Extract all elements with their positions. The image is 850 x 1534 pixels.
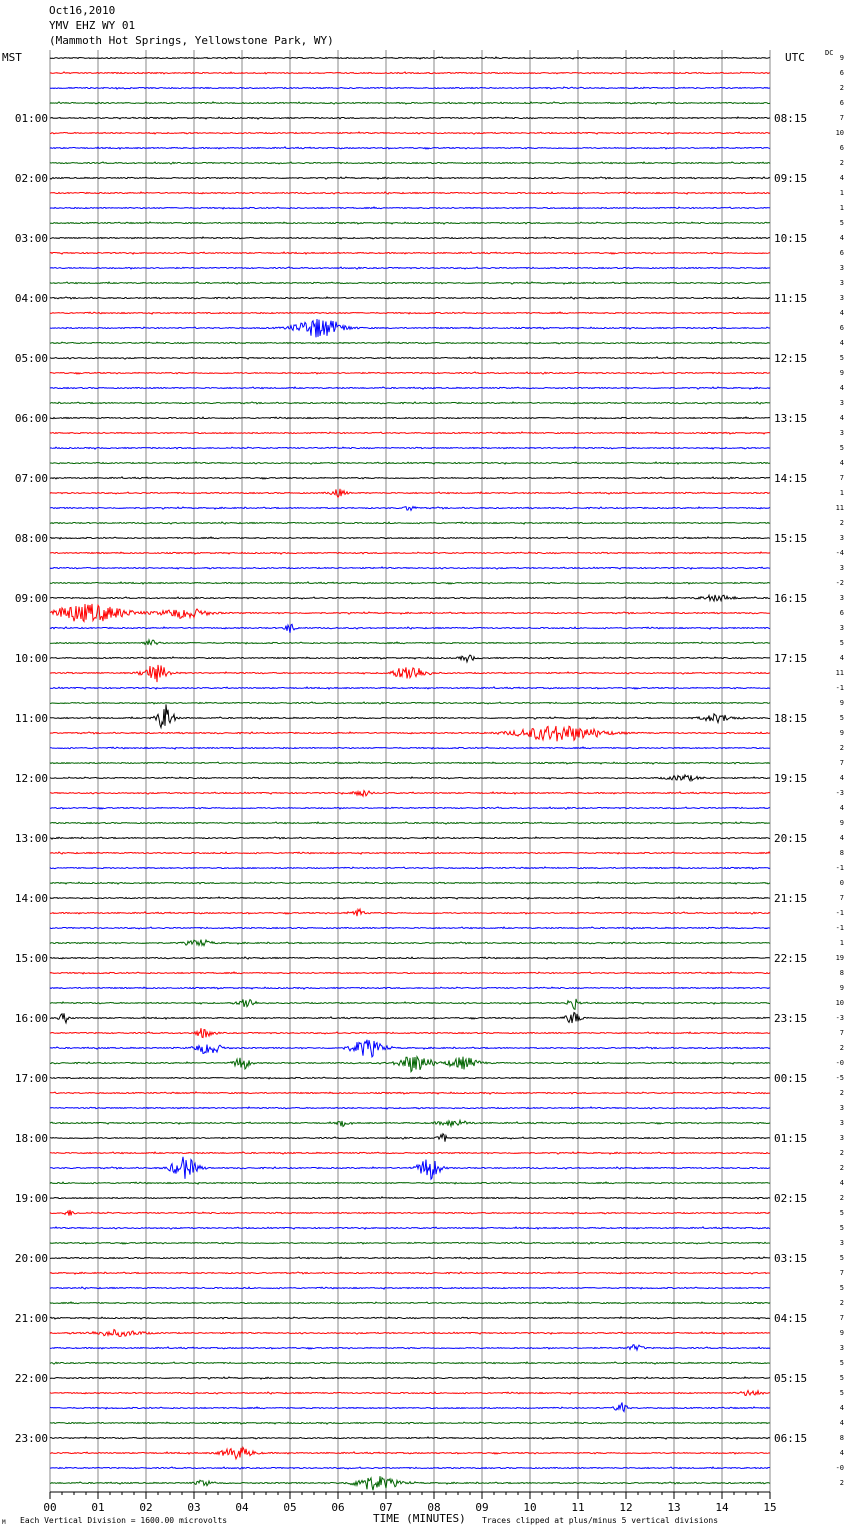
trace-line: [50, 909, 770, 916]
dc-offset-label: 19: [835, 954, 844, 962]
trace-line: [50, 1448, 770, 1459]
right-hour-label: 23:15: [774, 1012, 808, 1025]
trace-line: [50, 447, 770, 449]
dc-offset-label: 7: [839, 114, 844, 122]
dc-offset-label: 5: [839, 639, 844, 647]
dc-offset-label: 4: [839, 834, 844, 842]
trace-line: [50, 147, 770, 149]
dc-offset-label: 8: [839, 849, 844, 857]
left-hour-label: 03:00: [14, 232, 48, 245]
dc-offset-label: 4: [839, 309, 844, 317]
dc-offset-label: -3: [835, 789, 844, 797]
trace-line: [50, 665, 770, 682]
dc-offset-label: 10: [835, 999, 844, 1007]
dc-offset-label: 4: [839, 459, 844, 467]
dc-offset-label: 2: [839, 744, 844, 752]
dc-offset-label: 2: [839, 84, 844, 92]
trace-line: [50, 432, 770, 434]
seismic-traces: [50, 57, 770, 1490]
trace-line: [50, 1362, 770, 1364]
dc-offset-label: 3: [839, 399, 844, 407]
right-axis-label: UTC: [785, 51, 805, 64]
trace-line: [50, 387, 770, 389]
trace-line: [50, 177, 770, 179]
trace-line: [50, 972, 770, 974]
trace-line: [50, 882, 770, 884]
trace-line: [50, 567, 770, 569]
right-hour-label: 09:15: [774, 172, 808, 185]
dc-offset-label: 3: [839, 1104, 844, 1112]
left-hour-label: 20:00: [14, 1252, 48, 1265]
trace-line: [50, 807, 770, 809]
left-hour-label: 09:00: [14, 592, 48, 605]
dc-offset-label: 2: [839, 1479, 844, 1487]
left-hour-label: 06:00: [14, 412, 48, 425]
right-hour-label: 19:15: [774, 772, 808, 785]
trace-line: [50, 319, 770, 337]
dc-offset-label: 3: [839, 279, 844, 287]
trace-line: [50, 762, 770, 764]
dc-offset-label: 10: [835, 129, 844, 137]
dc-offset-label: 4: [839, 1419, 844, 1427]
trace-line: [50, 640, 770, 645]
dc-offset-label: -3: [835, 1014, 844, 1022]
trace-line: [50, 1157, 770, 1179]
trace-line: [50, 222, 770, 224]
header-location: (Mammoth Hot Springs, Yellowstone Park, WY): [49, 34, 334, 47]
dc-offset-label: -1: [835, 924, 844, 932]
trace-line: [50, 1092, 770, 1094]
trace-line: [50, 957, 770, 959]
dc-offset-label: -2: [835, 579, 844, 587]
x-tick-label: 05: [283, 1501, 297, 1514]
scale-note: Each Vertical Division = 1600.00 microvolts: [20, 1516, 228, 1525]
trace-line: [50, 342, 770, 344]
trace-line: [50, 775, 770, 781]
dc-offset-label: 9: [839, 984, 844, 992]
trace-line: [50, 1287, 770, 1289]
trace-line: [50, 1134, 770, 1142]
left-hour-label: 22:00: [14, 1372, 48, 1385]
dc-offset-label: 4: [839, 1404, 844, 1412]
x-tick-label: 08: [427, 1501, 441, 1514]
trace-line: [50, 1437, 770, 1439]
left-hour-label: 12:00: [14, 772, 48, 785]
corner-mark: M: [2, 1519, 6, 1526]
dc-offset-label: 6: [839, 69, 844, 77]
trace-line: [50, 987, 770, 989]
right-hour-label: 10:15: [774, 232, 808, 245]
dc-offset-label: -1: [835, 684, 844, 692]
dc-offset-label: 5: [839, 219, 844, 227]
dc-offset-label: 4: [839, 1179, 844, 1187]
dc-offset-label: 1: [839, 939, 844, 947]
x-tick-label: 02: [139, 1501, 153, 1514]
right-hour-label: 22:15: [774, 952, 808, 965]
trace-line: [50, 1197, 770, 1199]
left-hour-label: 07:00: [14, 472, 48, 485]
trace-line: [50, 1391, 770, 1396]
trace-line: [50, 267, 770, 269]
trace-line: [50, 237, 770, 239]
dc-offset-label: -0: [835, 1059, 844, 1067]
dc-offset-label: 9: [839, 54, 844, 62]
trace-line: [50, 507, 770, 511]
dc-offset-label: 4: [839, 384, 844, 392]
x-tick-label: 15: [763, 1501, 777, 1514]
dc-offset-label: 5: [839, 1359, 844, 1367]
x-axis: [43, 1492, 776, 1514]
trace-line: [50, 1013, 770, 1023]
trace-line: [50, 726, 770, 741]
x-tick-label: 06: [331, 1501, 345, 1514]
dc-offset-label: 0: [839, 879, 844, 887]
dc-offset-label: 7: [839, 1029, 844, 1037]
dc-offset-label: 6: [839, 249, 844, 257]
trace-line: [50, 897, 770, 899]
right-hour-label: 16:15: [774, 592, 808, 605]
right-hour-label: 06:15: [774, 1432, 808, 1445]
left-hour-label: 10:00: [14, 652, 48, 665]
trace-line: [50, 1467, 770, 1469]
left-hour-label: 11:00: [14, 712, 48, 725]
trace-line: [50, 117, 770, 119]
right-hour-label: 05:15: [774, 1372, 808, 1385]
dc-offset-label: 7: [839, 474, 844, 482]
dc-offset-label: -1: [835, 864, 844, 872]
right-hour-label: 03:15: [774, 1252, 808, 1265]
trace-line: [50, 1210, 770, 1216]
dc-offset-label: 3: [839, 624, 844, 632]
dc-offset-label: 11: [835, 504, 844, 512]
left-hour-label: 13:00: [14, 832, 48, 845]
trace-line: [50, 837, 770, 839]
trace-line: [50, 477, 770, 479]
dc-offset-label: 11: [835, 669, 844, 677]
trace-line: [50, 297, 770, 299]
left-axis-label: MST: [2, 51, 22, 64]
right-hour-label: 15:15: [774, 532, 808, 545]
dc-offset-label: 6: [839, 99, 844, 107]
trace-line: [50, 852, 770, 854]
trace-line: [50, 1257, 770, 1259]
trace-line: [50, 702, 770, 704]
trace-line: [50, 372, 770, 374]
right-hour-label: 00:15: [774, 1072, 808, 1085]
trace-line: [50, 132, 770, 134]
trace-line: [50, 537, 770, 539]
trace-line: [50, 402, 770, 404]
left-hour-label: 18:00: [14, 1132, 48, 1145]
left-hour-label: 15:00: [14, 952, 48, 965]
dc-offset-label: 3: [839, 594, 844, 602]
left-hour-label: 21:00: [14, 1312, 48, 1325]
minute-gridlines: [50, 50, 770, 1495]
trace-line: [50, 1422, 770, 1424]
dc-offset-label: 7: [839, 1314, 844, 1322]
dc-offset-label: 2: [839, 159, 844, 167]
trace-line: [50, 927, 770, 929]
left-hour-label: 17:00: [14, 1072, 48, 1085]
right-hour-label: 18:15: [774, 712, 808, 725]
trace-line: [50, 1120, 770, 1126]
dc-offset-label: 3: [839, 534, 844, 542]
left-hour-label: 01:00: [14, 112, 48, 125]
trace-line: [50, 1330, 770, 1337]
dc-offset-label: 9: [839, 369, 844, 377]
trace-line: [50, 552, 770, 554]
x-tick-label: 10: [523, 1501, 537, 1514]
trace-line: [50, 1272, 770, 1274]
trace-line: [50, 1182, 770, 1184]
dc-offset-label: -0: [835, 1464, 844, 1472]
dc-offset-label: -5: [835, 1074, 844, 1082]
dc-offset-label: 1: [839, 189, 844, 197]
left-hour-label: 16:00: [14, 1012, 48, 1025]
dc-offset-label: 2: [839, 1194, 844, 1202]
dc-offset-label: 6: [839, 324, 844, 332]
right-hour-label: 08:15: [774, 112, 808, 125]
dc-offset-label: 4: [839, 804, 844, 812]
x-tick-label: 14: [715, 1501, 729, 1514]
right-hour-label: 20:15: [774, 832, 808, 845]
trace-line: [50, 582, 770, 584]
x-tick-label: 13: [667, 1501, 681, 1514]
dc-offset-label: 3: [839, 294, 844, 302]
dc-offset-label: 9: [839, 1329, 844, 1337]
header-date: Oct16,2010: [49, 4, 116, 17]
trace-line: [50, 282, 770, 284]
left-hour-label: 23:00: [14, 1432, 48, 1445]
dc-offset-label: 2: [839, 1149, 844, 1157]
dc-offset-label: 8: [839, 969, 844, 977]
trace-line: [50, 624, 770, 633]
trace-line: [50, 462, 770, 464]
trace-line: [50, 252, 770, 254]
dc-offset-label: 6: [839, 144, 844, 152]
trace-line: [50, 822, 770, 824]
left-hour-label: 04:00: [14, 292, 48, 305]
trace-line: [50, 162, 770, 164]
dc-offset-label: 5: [839, 354, 844, 362]
dc-offset-label: 7: [839, 759, 844, 767]
dc-offset-label: 3: [839, 1344, 844, 1352]
left-hour-label: 02:00: [14, 172, 48, 185]
left-hour-label: 19:00: [14, 1192, 48, 1205]
dc-offset-label: 2: [839, 1299, 844, 1307]
trace-line: [50, 791, 770, 797]
x-tick-label: 12: [619, 1501, 633, 1514]
right-hour-label: 21:15: [774, 892, 808, 905]
dc-offset-label: 5: [839, 1374, 844, 1382]
left-hour-label: 08:00: [14, 532, 48, 545]
trace-line: [50, 87, 770, 89]
dc-offset-label: -1: [835, 909, 844, 917]
dc-offset-label: 3: [839, 264, 844, 272]
trace-line: [50, 999, 770, 1009]
right-hour-label: 01:15: [774, 1132, 808, 1145]
left-hour-label: 05:00: [14, 352, 48, 365]
dc-offset-label: 1: [839, 204, 844, 212]
dc-offset-label: 5: [839, 1224, 844, 1232]
dc-offset-label: 8: [839, 1434, 844, 1442]
dc-offset-label: 7: [839, 1269, 844, 1277]
trace-line: [50, 72, 770, 74]
trace-line: [50, 604, 770, 622]
trace-line: [50, 102, 770, 104]
dc-offset-label: 9: [839, 819, 844, 827]
trace-line: [50, 522, 770, 524]
right-hour-labels: [774, 112, 807, 1445]
x-tick-label: 09: [475, 1501, 489, 1514]
trace-line: [50, 687, 770, 689]
right-hour-label: 14:15: [774, 472, 808, 485]
dc-offset-label: 4: [839, 774, 844, 782]
dc-offset-label: 3: [839, 1119, 844, 1127]
trace-line: [50, 57, 770, 59]
dc-offset-label: 2: [839, 1164, 844, 1172]
dc-offset-label: 4: [839, 234, 844, 242]
trace-line: [50, 1028, 770, 1037]
trace-line: [50, 595, 770, 601]
trace-line: [50, 1476, 770, 1490]
dc-offset-label: 9: [839, 699, 844, 707]
right-hour-label: 04:15: [774, 1312, 808, 1325]
dc-offset-label: 2: [839, 1044, 844, 1052]
dc-offset-label: 5: [839, 714, 844, 722]
dc-offset-label: 3: [839, 564, 844, 572]
dc-offset-label: 3: [839, 1239, 844, 1247]
dc-offset-label: 4: [839, 174, 844, 182]
dc-offset-label: 1: [839, 489, 844, 497]
x-tick-label: 07: [379, 1501, 393, 1514]
dc-offset-label: 7: [839, 894, 844, 902]
x-tick-label: 01: [91, 1501, 105, 1514]
right-hour-label: 13:15: [774, 412, 808, 425]
header-station: YMV EHZ WY 01: [49, 19, 136, 32]
trace-line: [50, 489, 770, 498]
dc-label: DC: [825, 49, 834, 57]
dc-offset-label: 5: [839, 1209, 844, 1217]
left-hour-labels: [15, 112, 48, 1445]
trace-line: [50, 1317, 770, 1319]
dc-offset-labels: [836, 54, 844, 1487]
clip-note: Traces clipped at plus/minus 5 vertical divisions: [482, 1516, 719, 1525]
x-tick-label: 03: [187, 1501, 201, 1514]
x-tick-label: 11: [571, 1501, 585, 1514]
right-hour-label: 11:15: [774, 292, 808, 305]
dc-offset-label: 3: [839, 1134, 844, 1142]
trace-line: [50, 1227, 770, 1229]
trace-line: [50, 867, 770, 869]
dc-offset-label: 9: [839, 729, 844, 737]
dc-offset-label: 5: [839, 444, 844, 452]
left-hour-label: 14:00: [14, 892, 48, 905]
x-tick-label: 00: [43, 1501, 57, 1514]
dc-offset-label: 4: [839, 339, 844, 347]
x-axis-title: TIME (MINUTES): [373, 1512, 466, 1525]
dc-offset-label: 2: [839, 519, 844, 527]
trace-line: [50, 1077, 770, 1079]
dc-offset-label: 2: [839, 1089, 844, 1097]
trace-line: [50, 704, 770, 727]
trace-line: [50, 357, 770, 359]
dc-offset-label: 3: [839, 429, 844, 437]
trace-line: [50, 417, 770, 419]
trace-line: [50, 1152, 770, 1154]
trace-line: [50, 747, 770, 749]
x-tick-label: 04: [235, 1501, 249, 1514]
dc-offset-label: -4: [835, 549, 844, 557]
trace-line: [50, 940, 770, 946]
trace-line: [50, 1057, 770, 1072]
trace-line: [50, 1302, 770, 1304]
trace-line: [50, 192, 770, 194]
right-hour-label: 02:15: [774, 1192, 808, 1205]
right-hour-label: 12:15: [774, 352, 808, 365]
trace-line: [50, 1345, 770, 1350]
trace-line: [50, 1107, 770, 1109]
trace-line: [50, 1242, 770, 1244]
trace-line: [50, 1403, 770, 1412]
dc-offset-label: 4: [839, 654, 844, 662]
trace-line: [50, 655, 770, 662]
dc-offset-label: 6: [839, 609, 844, 617]
trace-line: [50, 207, 770, 209]
dc-offset-label: 4: [839, 1449, 844, 1457]
trace-line: [50, 1040, 770, 1057]
trace-line: [50, 1377, 770, 1379]
dc-offset-label: 4: [839, 414, 844, 422]
dc-offset-label: 5: [839, 1254, 844, 1262]
right-hour-label: 17:15: [774, 652, 808, 665]
dc-offset-label: 5: [839, 1284, 844, 1292]
dc-offset-label: 5: [839, 1389, 844, 1397]
trace-line: [50, 312, 770, 314]
